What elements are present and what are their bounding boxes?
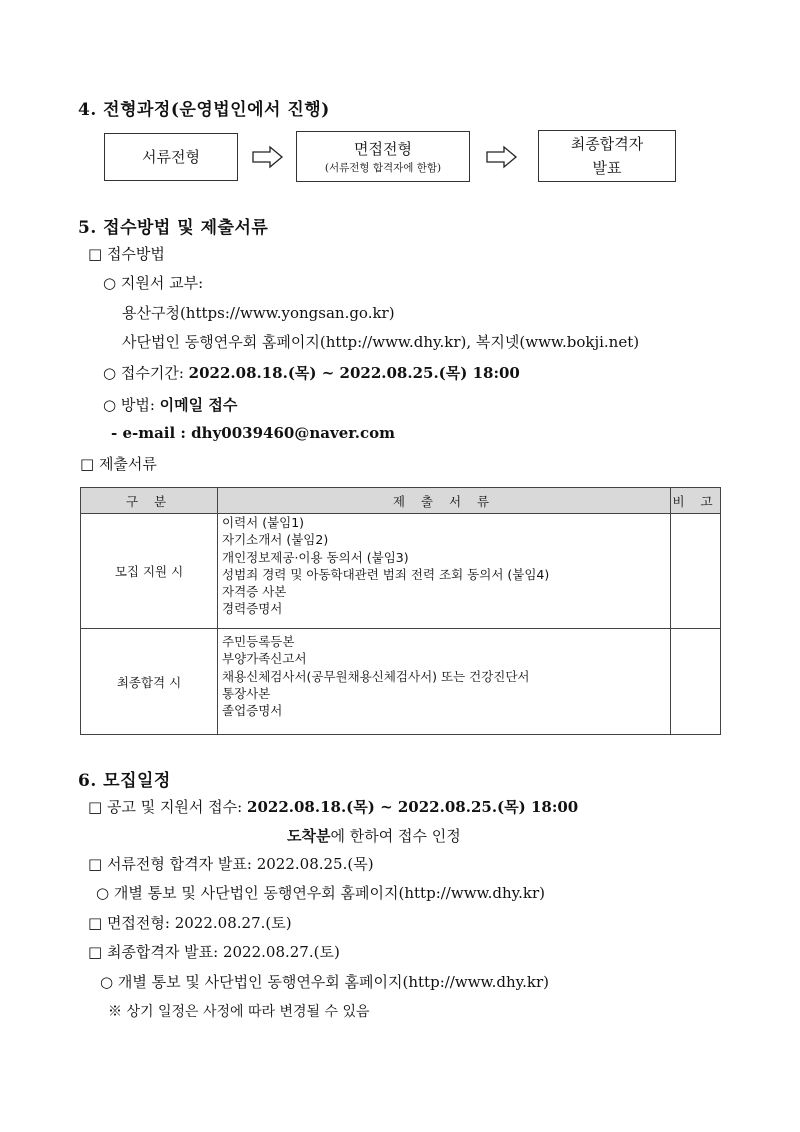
row-items	[218, 514, 671, 629]
notification-line: ○ 개별 통보 및 사단법인 동행연우회 홈페이지(http://www.dhy.kr)	[96, 884, 545, 902]
notice-line	[88, 796, 578, 817]
process-step-interview	[296, 131, 470, 182]
email-line: - e-mail : dhy0039460@naver.com	[111, 424, 395, 442]
list-item: 개인정보제공·이용 동의서 (붙임3)	[222, 549, 409, 565]
process-step-note: (서류전형 합격자에 한함)	[324, 161, 442, 174]
list-item: 성범죄 경력 및 아동학대관련 범죄 전력 조회 동의서 (붙임4)	[222, 566, 550, 582]
period-label: ○ 접수기간:	[103, 364, 184, 382]
process-step-label: 면접전형	[354, 139, 412, 158]
distribution-site-dhy-bokji: 사단법인 동행연우회 홈페이지(http://www.dhy.kr), 복지넷(www.bokji.net)	[122, 333, 640, 351]
list-item: 주민등록등본	[222, 634, 295, 649]
list-item: 경력증명서	[222, 601, 283, 617]
arrival-note	[287, 825, 461, 846]
arrival-note-emphasis: 도착분	[287, 827, 331, 845]
method-label: ○ 방법:	[103, 396, 155, 414]
header-remarks: 비 고	[671, 488, 721, 514]
process-step-final-announcement	[538, 130, 676, 182]
section5-title: 5. 접수방법 및 제출서류	[78, 218, 269, 238]
section4-title: 4. 전형과정(운영법인에서 진행)	[78, 100, 330, 120]
section6-title: 6. 모집일정	[78, 771, 171, 791]
documents-table	[80, 487, 721, 735]
header-documents: 제 출 서 류	[218, 488, 671, 514]
document-result-line: □ 서류전형 합격자 발표: 2022.08.25.(목)	[88, 855, 374, 873]
process-step-document-screening	[104, 133, 238, 181]
right-arrow-icon	[252, 145, 284, 169]
table-row	[81, 514, 721, 629]
list-item: 채용신체검사서(공무원채용신체검사서) 또는 건강진단서	[222, 668, 530, 684]
list-item: 부양가족신고서	[222, 651, 307, 667]
table-row	[81, 629, 721, 735]
list-item: 졸업증명서	[222, 703, 283, 719]
docs-heading: □ 제출서류	[80, 455, 157, 473]
row-category: 최종합격 시	[81, 629, 218, 735]
right-arrow-icon	[486, 145, 518, 169]
notice-value: 2022.08.18.(목) ~ 2022.08.25.(목) 18:00	[247, 798, 579, 816]
table-header-row	[81, 488, 721, 514]
notification-line: ○ 개별 통보 및 사단법인 동행연우회 홈페이지(http://www.dhy.kr)	[100, 973, 549, 991]
row-category: 모집 지원 시	[81, 514, 218, 629]
distribution-label: ○ 지원서 교부:	[103, 274, 204, 292]
row-items	[218, 629, 671, 735]
list-item: 통장사본	[222, 685, 271, 701]
period-value: 2022.08.18.(목) ~ 2022.08.25.(목) 18:00	[188, 364, 520, 382]
process-step-label: 서류전형	[142, 148, 200, 166]
list-item: 자격증 사본	[222, 584, 287, 600]
header-category: 구 분	[81, 488, 218, 514]
list-item: 이력서 (붙임1)	[222, 515, 305, 530]
row-note	[671, 514, 721, 629]
method-line	[103, 394, 237, 415]
final-result-line: □ 최종합격자 발표: 2022.08.27.(토)	[88, 943, 340, 961]
notice-label: □ 공고 및 지원서 접수:	[88, 798, 243, 816]
interview-line: □ 면접전형: 2022.08.27.(토)	[88, 914, 292, 932]
arrival-note-text: 에 한하여 접수 인정	[330, 827, 461, 845]
distribution-site-yongsan: 용산구청(https://www.yongsan.go.kr)	[122, 304, 395, 322]
process-step-label: 발표	[592, 159, 622, 177]
method-heading: □ 접수방법	[88, 245, 165, 263]
row-note	[671, 629, 721, 735]
footnote: ※ 상기 일정은 사정에 따라 변경될 수 있음	[108, 1004, 370, 1020]
process-step-label: 최종합격자	[570, 135, 644, 153]
method-value: 이메일 접수	[159, 396, 238, 414]
list-item: 자기소개서 (붙임2)	[222, 532, 329, 548]
period-line	[103, 362, 520, 383]
